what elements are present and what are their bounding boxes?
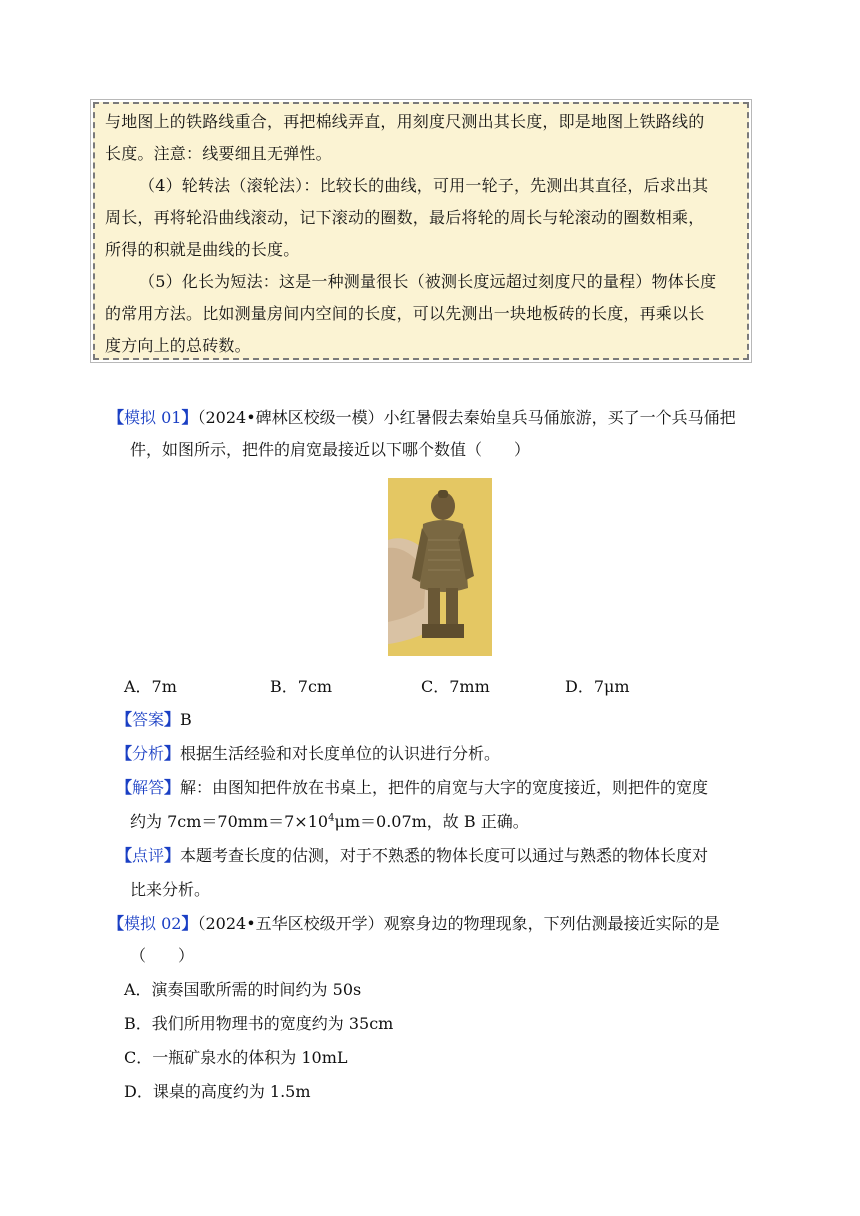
q2-option-d[interactable]: D．课桌的高度约为 1.5m [124,1082,311,1101]
note-line: 与地图上的铁路线重合，再把棉线弄直，用刻度尺测出其长度，即是地图上铁路线的 [105,112,705,131]
answer-value: B [180,710,192,729]
note-line: （5）化长为短法：这是一种测量很长（被测长度远超过刻度尺的量程）物体长度 [139,272,717,291]
option-a[interactable]: A．7m [124,677,177,696]
analysis-line: 【分析】根据生活经验和对长度单位的认识进行分析。 [116,744,501,763]
comment-line: 【点评】本题考查长度的估测，对于不熟悉的物体长度可以通过与熟悉的物体长度对 [116,846,709,865]
question-1-tag: 【模拟 01】 [108,408,198,427]
question-1-title: 【模拟 01】（2024•碑林区校级一模）小红暑假去秦始皇兵马俑旅游，买了一个兵马俑把 [108,408,736,427]
question-1-options [124,672,684,702]
option-c[interactable]: C．7mm [421,677,490,696]
note-line: 周长，再将轮沿曲线滚动，记下滚动的圈数，最后将轮的周长与轮滚动的圈数相乘， [105,208,705,227]
solution-line: 【解答】解：由图知把件放在书桌上，把件的肩宽与大字的宽度接近，则把件的宽度 [116,778,709,797]
answer-tag: 【答案】 [116,710,181,729]
note-line: 所得的积就是曲线的长度。 [105,240,300,259]
note-line: 的常用方法。比如测量房间内空间的长度，可以先测出一块地板砖的长度，再乘以长 [105,304,705,323]
option-b[interactable]: B．7cm [270,677,333,696]
method-note-box [93,102,749,360]
terracotta-figurine-photo [388,478,492,656]
question-2-title-cont: （ ） [130,946,195,965]
figurine-image [388,478,492,656]
answer-line [116,704,192,736]
solution-line-2: 约为 $7cm=70mm=7\times 10^4\mu m=0.07m$，故 B 正确。 [130,812,529,831]
note-line: （4）轮转法（滚轮法）：比较长的曲线，可用一轮子，先测出其直径，后求出其 [139,176,709,195]
q2-option-b[interactable]: B．我们所用物理书的宽度约为 35cm [124,1014,394,1033]
analysis-tag: 【分析】 [116,744,181,763]
comment-tag: 【点评】 [116,846,181,865]
q2-option-a[interactable]: A．演奏国歌所需的时间约为 50s [124,980,362,999]
question-2-title: 【模拟 02】（2024•五华区校级开学）观察身边的物理现象，下列估测最接近实际的是 [108,914,720,933]
note-line: 长度。注意：线要细且无弹性。 [105,144,332,163]
note-line: 度方向上的总砖数。 [105,336,251,355]
q2-option-c[interactable]: C．一瓶矿泉水的体积为 10mL [124,1048,348,1067]
option-d[interactable]: D．7μm [565,677,630,696]
question-2-tag: 【模拟 02】 [108,914,198,933]
solution-tag: 【解答】 [116,778,181,797]
question-1-title-cont: 件，如图所示，把件的肩宽最接近以下哪个数值（ ） [130,440,531,459]
comment-line-2: 比来分析。 [130,880,211,899]
